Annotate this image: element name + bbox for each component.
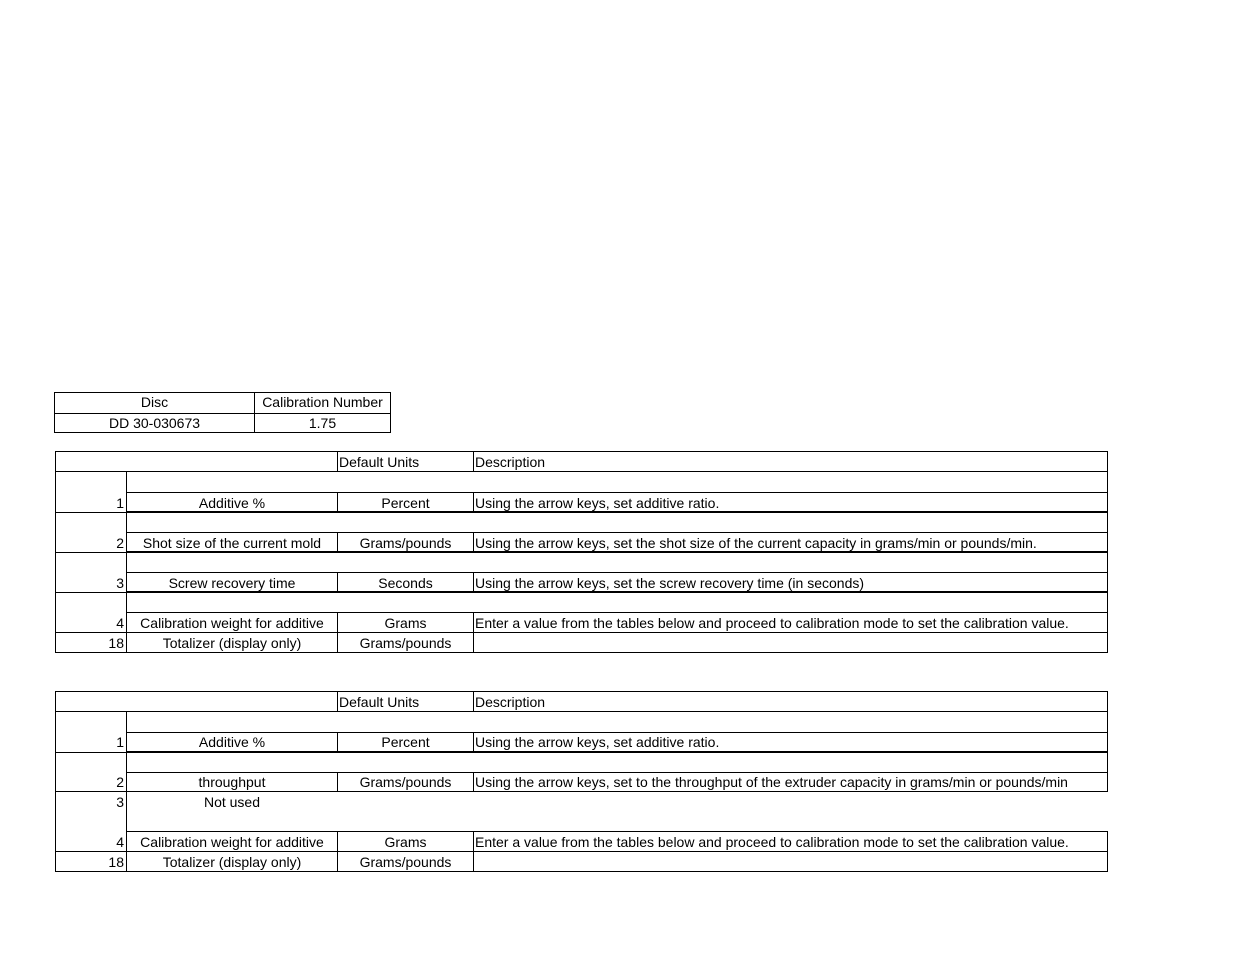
table2-header-description: Description xyxy=(475,694,546,710)
table-row-number: 4 xyxy=(116,615,124,631)
table-row-description: Using the arrow keys, set the screw recovery time (in seconds) xyxy=(475,575,865,591)
table1-header-default-units: Default Units xyxy=(339,454,420,470)
table-row-number: 1 xyxy=(116,495,124,511)
table-row-parameter: Additive % xyxy=(198,734,266,750)
table-row-number: 2 xyxy=(116,774,124,790)
calibration-number-header: Calibration Number xyxy=(262,394,383,410)
table1-header-description: Description xyxy=(475,454,546,470)
table-row-description: Enter a value from the tables below and proceed to calibration mode to set the calibration value. xyxy=(475,834,1069,850)
table-row-parameter: Additive % xyxy=(198,495,266,511)
table-row-units: Percent xyxy=(381,495,430,511)
table-row-number: 1 xyxy=(116,734,124,750)
table-row-parameter: Totalizer (display only) xyxy=(162,854,302,870)
table-row-parameter: Calibration weight for additive xyxy=(140,834,324,850)
table-row-parameter: Calibration weight for additive xyxy=(140,615,324,631)
table-row-number: 18 xyxy=(108,854,124,870)
table-row-number: 2 xyxy=(116,535,124,551)
table2-header-default-units: Default Units xyxy=(339,694,420,710)
table-row-parameter: Not used xyxy=(203,794,261,810)
table-row-description: Using the arrow keys, set additive ratio. xyxy=(475,495,720,511)
calibration-value: 1.75 xyxy=(308,415,337,431)
table-row-units: Percent xyxy=(381,734,430,750)
table-row-units: Grams xyxy=(384,834,427,850)
table-row-units: Grams/pounds xyxy=(359,635,452,651)
table-row-description: Using the arrow keys, set additive ratio. xyxy=(475,734,720,750)
table-row-units: Grams/pounds xyxy=(359,774,452,790)
disc-value: DD 30-030673 xyxy=(108,415,201,431)
table-row-parameter: Shot size of the current mold xyxy=(142,535,322,551)
table-row-parameter: Totalizer (display only) xyxy=(162,635,302,651)
disc-header: Disc xyxy=(140,394,169,410)
table-row-parameter: throughput xyxy=(198,774,266,790)
table-row-number: 3 xyxy=(116,575,124,591)
table-row-number: 18 xyxy=(108,635,124,651)
table-row-description: Enter a value from the tables below and proceed to calibration mode to set the calibration value. xyxy=(475,615,1069,631)
table-row-number: 4 xyxy=(116,834,124,850)
table-row-number: 3 xyxy=(116,794,124,810)
table-row-parameter: Screw recovery time xyxy=(168,575,296,591)
table-row-units: Grams/pounds xyxy=(359,535,452,551)
table-row-units: Seconds xyxy=(378,575,433,591)
table-row-units: Grams/pounds xyxy=(359,854,452,870)
table-row-description: Using the arrow keys, set to the throughput of the extruder capacity in grams/min or pounds/min xyxy=(475,774,1068,790)
table-row-units: Grams xyxy=(384,615,427,631)
table-row-description: Using the arrow keys, set the shot size of the current capacity in grams/min or pounds/min. xyxy=(475,535,1037,551)
